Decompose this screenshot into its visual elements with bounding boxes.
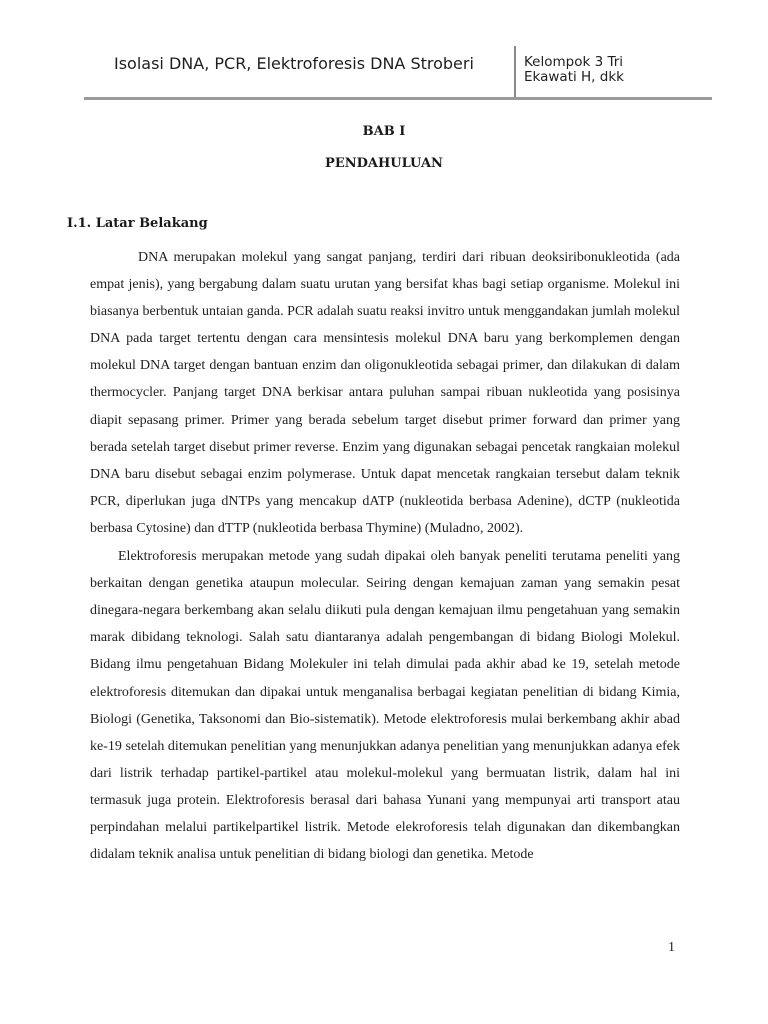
page-number: 1 (668, 940, 675, 955)
header-rule (84, 97, 712, 100)
chapter-title: PENDAHULUAN (325, 156, 443, 171)
document-title: Isolasi DNA, PCR, Elektroforesis DNA Stroberi (114, 54, 474, 73)
running-header (84, 46, 712, 98)
paragraph-1: DNA merupakan molekul yang sangat panjang, terdiri dari ribuan deoksiribonukleotida (ada empat jenis), yang bergabung dalam suatu urutan yang bersifat khas bagi setiap organisme. Molekul ini biasanya berbentuk untaian ganda. PCR adalah suatu reaksi invitro untuk menggandakan jumlah molekul DNA pada target tertentu dengan cara mensintesis molekul DNA baru yang berkomplemen dengan molekul DNA target dengan bantuan enzim dan oligonukleotida sebagai primer, dan dilakukan di dalam thermocycler. Panjang target DNA berkisar antara puluhan sampai ribuan nukleotida yang posisinya diapit sepasang primer. Primer yang berada sebelum target disebut primer forward dan primer yang berada setelah target disebut primer reverse. Enzim yang digunakan sebagai pencetak rangkaian molekul DNA baru disebut sebagai enzim polymerase. Untuk dapat mencetak rangkaian tersebut dalam teknik PCR, diperlukan juga dNTPs yang mencakup dATP (nukleotida berbasa Adenine), dCTP (nukleotida berbasa Cytosine) dan dTTP (nukleotida berbasa Thymine) (Muladno, 2002). (90, 250, 680, 536)
group-line-2: Ekawati H, dkk (524, 69, 624, 85)
chapter-number: BAB I (362, 124, 406, 139)
header-divider (514, 46, 516, 98)
body-text (90, 244, 680, 868)
paragraph-2: Elektroforesis merupakan metode yang sudah dipakai oleh banyak peneliti terutama peneliti yang berkaitan dengan genetika ataupun molecular. Seiring dengan kemajuan zaman yang semakin pesat dinegara-negara berkembang akan selalu diikuti pula dengan kemajuan ilmu pengetahuan yang semakin marak dibidang teknologi. Salah satu diantaranya adalah pengembangan di bidang Biologi Molekul. Bidang ilmu pengetahuan Bidang Molekuler ini telah dimulai pada akhir abad ke 19, setelah metode elektroforesis ditemukan dan dipakai untuk menganalisa berbagai kegiatan penelitian di bidang Kimia, Biologi (Genetika, Taksonomi dan Bio-sistematik). Metode elektroforesis mulai berkembang akhir abad ke-19 setelah ditemukan penelitian yang menunjukkan adanya penelitian yang menunjukkan adanya efek dari listrik terhadap partikel-partikel atau molekul-molekul yang bermuatan listrik, dalam hal ini termasuk juga protein. Elektroforesis berasal dari bahasa Yunani yang mempunyai arti transport atau perpindahan melalui partikelpartikel listrik. Metode elekroforesis telah digunakan dan dikembangkan didalam teknik analisa untuk penelitian di bidang biologi dan genetika. Metode (90, 549, 680, 863)
group-info (524, 55, 624, 85)
group-line-1: Kelompok 3 Tri (524, 54, 624, 70)
section-heading: I.1. Latar Belakang (67, 216, 208, 231)
